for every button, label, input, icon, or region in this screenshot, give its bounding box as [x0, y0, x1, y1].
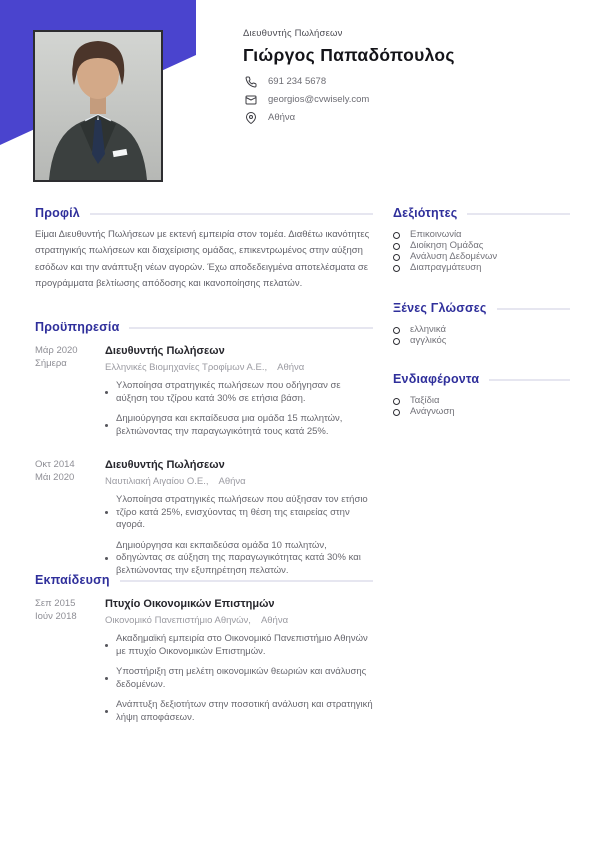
entry-school: [105, 614, 373, 627]
entry-date-from: Μάρ 2020: [35, 345, 78, 356]
section-interests: [393, 371, 570, 418]
section-title: Ξένες Γλώσσες: [393, 300, 487, 315]
entry-company-name: Ναυτιλιακή Αιγαίου Ο.Ε.,: [105, 476, 209, 487]
bullet-dot: [105, 557, 108, 560]
entry-company: [105, 475, 373, 488]
entry-school-name: Οικονομικό Πανεπιστήμιο Αθηνών,: [105, 615, 251, 626]
circle-bullet-icon: [393, 232, 400, 239]
circle-bullet-icon: [393, 243, 400, 250]
section-skills-header: [393, 205, 570, 220]
entry-school-location: Αθήνα: [260, 615, 289, 626]
section-education: [35, 572, 373, 732]
bullet-dot: [105, 677, 108, 680]
section-title: Προφίλ: [35, 205, 80, 220]
entry-role: Διευθυντής Πωλήσεων: [105, 459, 225, 471]
entry-date-to: Σήμερα: [35, 357, 67, 369]
section-experience-header: [35, 319, 373, 334]
bullet-item: [105, 666, 373, 691]
section-profile: [35, 205, 373, 292]
bullet-dot: [105, 511, 108, 514]
list-item: [393, 241, 570, 251]
entry-dates: [35, 345, 105, 446]
entry-bullets: [105, 494, 373, 577]
section-rule: [467, 213, 570, 215]
entry-body: [105, 598, 373, 732]
circle-bullet-icon: [393, 409, 400, 416]
section-interests-header: [393, 371, 570, 386]
bullet-text: Υποστήριξη στη μελέτη οικονομικών θεωριών και ανάλυσης δεδομένων.: [116, 666, 367, 690]
section-rule: [120, 580, 373, 582]
circle-bullet-icon: [393, 338, 400, 345]
interest-label: Ανάγνωση: [410, 406, 455, 417]
section-title: Δεξιότητες: [393, 205, 458, 220]
entry-date-to: Μάι 2020: [35, 471, 75, 483]
experience-entry: [35, 345, 373, 446]
header-job-title: Διευθυντής Πωλήσεων: [243, 28, 343, 39]
circle-bullet-icon: [393, 398, 400, 405]
section-profile-header: [35, 205, 373, 220]
contact-email: [245, 93, 369, 106]
mail-icon: [245, 94, 257, 106]
entry-bullets: [105, 633, 373, 724]
education-entry: [35, 598, 373, 732]
profile-photo-illustration: [35, 32, 161, 180]
entry-body: [105, 345, 373, 446]
entry-degree: Πτυχίο Οικονομικών Επιστημών: [105, 598, 275, 610]
interest-label: Ταξίδια: [410, 395, 440, 406]
entry-dates: [35, 598, 105, 732]
list-item: [393, 263, 570, 273]
list-item: [393, 230, 570, 240]
bullet-item: [105, 413, 373, 438]
entry-company-location: Αθήνα: [218, 476, 246, 487]
section-languages-header: [393, 300, 570, 315]
contact-phone-text: 691 234 5678: [268, 76, 327, 87]
language-label: ελληνικά: [410, 324, 447, 335]
experience-entry: [35, 459, 373, 585]
entry-role: Διευθυντής Πωλήσεων: [105, 345, 225, 357]
languages-list: [393, 325, 570, 346]
entry-company-name: Ελληνικές Βιομηχανίες Τροφίμων Α.Ε.,: [105, 362, 268, 373]
interests-list: [393, 396, 570, 417]
entry-dates: [35, 459, 105, 585]
circle-bullet-icon: [393, 265, 400, 272]
entry-bullets: [105, 380, 373, 438]
list-item: [393, 396, 570, 406]
section-rule: [90, 213, 373, 215]
section-title: Εκπαίδευση: [35, 572, 110, 587]
bullet-dot: [105, 710, 108, 713]
contact-location: [245, 111, 369, 124]
entry-date-to: Ιούν 2018: [35, 610, 77, 622]
list-item: [393, 407, 570, 417]
bullet-item: [105, 633, 373, 658]
entry-body: [105, 459, 373, 585]
contact-email-text: georgios@cvwisely.com: [268, 94, 370, 105]
section-education-header: [35, 572, 373, 587]
bullet-text: Υλοποίησα στρατηγικές πωλήσεων που οδήγησαν σε αύξηση του τζίρου κατά 30% σε ετήσια βάση.: [116, 380, 341, 404]
section-rule: [129, 327, 373, 329]
skill-label: Επικοινωνία: [410, 229, 462, 240]
bullet-text: Ανάπτυξη δεξιοτήτων στην ποσοτική ανάλυση και στρατηγική λήψη αποφάσεων.: [116, 699, 373, 723]
profile-summary: Είμαι Διευθυντής Πωλήσεων με εκτενή εμπειρία στον τομέα. Διαθέτω ικανότητες στρατηγικής πωλήσεων και διαχείρισης ομάδας, επικεντρωμένος στην αύξηση εσόδων και την ανάπτυξη νέων αγορών. Έχω αποδεδειγμένα αποτελέσματα σε προγράμματα βελτίωσης απόδοσης και ικανοποίησης πελατών.: [35, 229, 370, 289]
contact-location-text: Αθήνα: [268, 112, 296, 123]
section-title: Προϋπηρεσία: [35, 319, 120, 334]
entry-company: [105, 361, 373, 374]
bullet-text: Δημιούργησα και εκπαιδεύσα ομάδα 10 πωλητών, οδηγώντας σε αύξηση της παραγωγικότητας κατά 30% και βελτιώνοντας την εξυπηρέτηση πελατών.: [116, 539, 361, 576]
bullet-item: [105, 494, 373, 532]
bullet-text: Υλοποίησα στρατηγικές πωλήσεων που αύξησαν τον ετήσιο τζίρο κατά 25%, ενισχύοντας τη θέση της εταιρείας στην αγορά.: [116, 494, 368, 530]
skill-label: Ανάλυση Δεδομένων: [410, 251, 498, 262]
bullet-dot: [105, 644, 108, 647]
contact-list: [245, 75, 369, 129]
skill-label: Διαπραγμάτευση: [410, 262, 482, 273]
bullet-item: [105, 380, 373, 405]
language-label: αγγλικός: [410, 335, 447, 346]
phone-icon: [245, 76, 257, 88]
entry-date-from: Σεπ 2015: [35, 598, 76, 609]
skill-label: Διοίκηση Ομάδας: [410, 240, 484, 251]
list-item: [393, 252, 570, 262]
section-rule: [497, 308, 570, 310]
circle-bullet-icon: [393, 254, 400, 261]
contact-phone: [245, 75, 369, 88]
bullet-text: Δημιούργησα και εκπαίδευσα μια ομάδα 15 πωλητών, βελτιώνοντας την παραγωγικότητά τους κατά 25%.: [116, 413, 343, 437]
bullet-text: Ακαδημαϊκή εμπειρία στο Οικονομικό Πανεπιστήμιο Αθηνών με πτυχίο Οικονομικών Επιστημών.: [116, 633, 368, 657]
location-pin-icon: [245, 112, 257, 124]
circle-bullet-icon: [393, 327, 400, 334]
section-languages: [393, 300, 570, 347]
entry-date-from: Οκτ 2014: [35, 459, 75, 470]
skills-list: [393, 230, 570, 273]
bullet-dot: [105, 424, 108, 427]
profile-photo: [33, 30, 163, 182]
list-item: [393, 336, 570, 346]
header-name: Γιώργος Παπαδόπουλος: [243, 45, 455, 65]
section-experience: [35, 319, 373, 585]
section-skills: [393, 205, 570, 274]
section-rule: [489, 379, 570, 381]
bullet-item: [105, 699, 373, 724]
entry-company-location: Αθήνα: [277, 362, 305, 373]
section-title: Ενδιαφέροντα: [393, 371, 480, 386]
bullet-dot: [105, 391, 108, 394]
list-item: [393, 325, 570, 335]
